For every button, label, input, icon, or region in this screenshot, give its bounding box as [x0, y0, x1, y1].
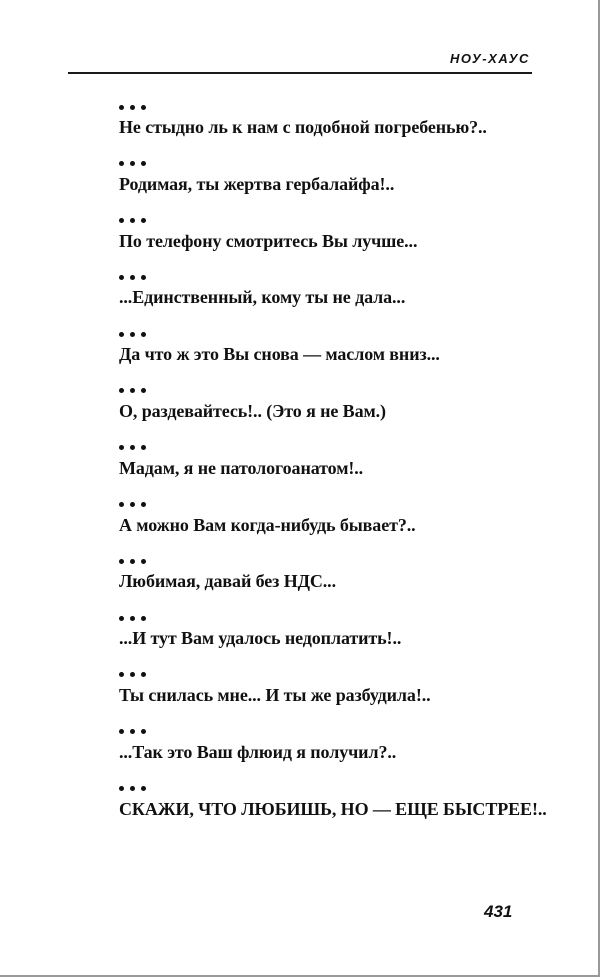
asterism-separator	[119, 725, 146, 739]
entry	[119, 214, 549, 271]
star-icon	[130, 729, 135, 734]
entry-text: ...И тут Вам удалось недоплатить!..	[119, 628, 402, 649]
entry	[119, 498, 549, 555]
entry	[119, 270, 549, 327]
entry	[119, 668, 549, 725]
asterism-separator	[119, 214, 146, 228]
page-number: 431	[484, 902, 513, 921]
asterism-separator	[119, 384, 146, 398]
entry-text: СКАЖИ, ЧТО ЛЮБИШЬ, НО — ЕЩЕ БЫСТРЕЕ!..	[119, 798, 547, 819]
entry	[119, 725, 549, 782]
star-icon	[119, 218, 124, 223]
entry	[119, 100, 549, 157]
asterism-separator	[119, 668, 146, 682]
running-head-title: НОУ-ХАУС	[449, 51, 530, 66]
entry-text: Любимая, давай без НДС...	[119, 571, 336, 592]
entry	[119, 157, 549, 214]
entry-text: ...Так это Ваш флюид я получил?..	[119, 741, 397, 762]
asterism-separator	[119, 157, 146, 171]
star-icon	[141, 786, 146, 791]
entry-text: Мадам, я не патологоанатом!..	[119, 457, 364, 478]
star-icon	[119, 616, 124, 621]
star-icon	[141, 332, 146, 337]
entries-list	[119, 100, 549, 838]
entry	[119, 327, 549, 384]
asterism-separator	[119, 327, 146, 341]
entry-text: Ты снилась мне... И ты же разбудила!..	[119, 684, 431, 705]
star-icon	[119, 445, 124, 450]
star-icon	[141, 502, 146, 507]
running-head	[68, 52, 532, 74]
entry	[119, 441, 549, 498]
star-icon	[119, 105, 124, 110]
star-icon	[130, 672, 135, 677]
star-icon	[119, 275, 124, 280]
star-icon	[130, 388, 135, 393]
star-icon	[141, 445, 146, 450]
entry	[119, 384, 549, 441]
star-icon	[119, 559, 124, 564]
entry-text: Да что ж это Вы снова — маслом вниз...	[119, 344, 440, 365]
star-icon	[141, 161, 146, 166]
star-icon	[130, 616, 135, 621]
star-icon	[141, 616, 146, 621]
asterism-separator	[119, 441, 146, 455]
star-icon	[130, 275, 135, 280]
star-icon	[130, 786, 135, 791]
star-icon	[130, 445, 135, 450]
star-icon	[141, 275, 146, 280]
entry-text: А можно Вам когда-нибудь бывает?..	[119, 514, 416, 535]
entry-text: Родимая, ты жертва гербалайфа!..	[119, 173, 395, 194]
star-icon	[130, 559, 135, 564]
star-icon	[130, 161, 135, 166]
entry	[119, 554, 549, 611]
entry	[119, 782, 549, 839]
star-icon	[130, 502, 135, 507]
star-icon	[141, 218, 146, 223]
asterism-separator	[119, 498, 146, 512]
asterism-separator	[119, 100, 146, 114]
star-icon	[119, 332, 124, 337]
star-icon	[141, 105, 146, 110]
star-icon	[141, 672, 146, 677]
entry-text: ...Единственный, кому ты не дала...	[119, 287, 406, 308]
star-icon	[141, 388, 146, 393]
star-icon	[119, 161, 124, 166]
star-icon	[130, 218, 135, 223]
entry-text: По телефону смотритесь Вы лучше...	[119, 230, 418, 251]
asterism-separator	[119, 270, 146, 284]
star-icon	[119, 388, 124, 393]
asterism-separator	[119, 554, 146, 568]
star-icon	[141, 729, 146, 734]
star-icon	[119, 502, 124, 507]
star-icon	[119, 672, 124, 677]
star-icon	[119, 729, 124, 734]
asterism-separator	[119, 611, 146, 625]
entry-text: Не стыдно ль к нам с подобной погребенью?..	[119, 117, 487, 137]
star-icon	[130, 105, 135, 110]
entry	[119, 611, 549, 668]
entry-text: О, раздевайтесь!.. (Это я не Вам.)	[119, 400, 386, 421]
star-icon	[141, 559, 146, 564]
star-icon	[119, 786, 124, 791]
asterism-separator	[119, 782, 146, 796]
star-icon	[130, 332, 135, 337]
